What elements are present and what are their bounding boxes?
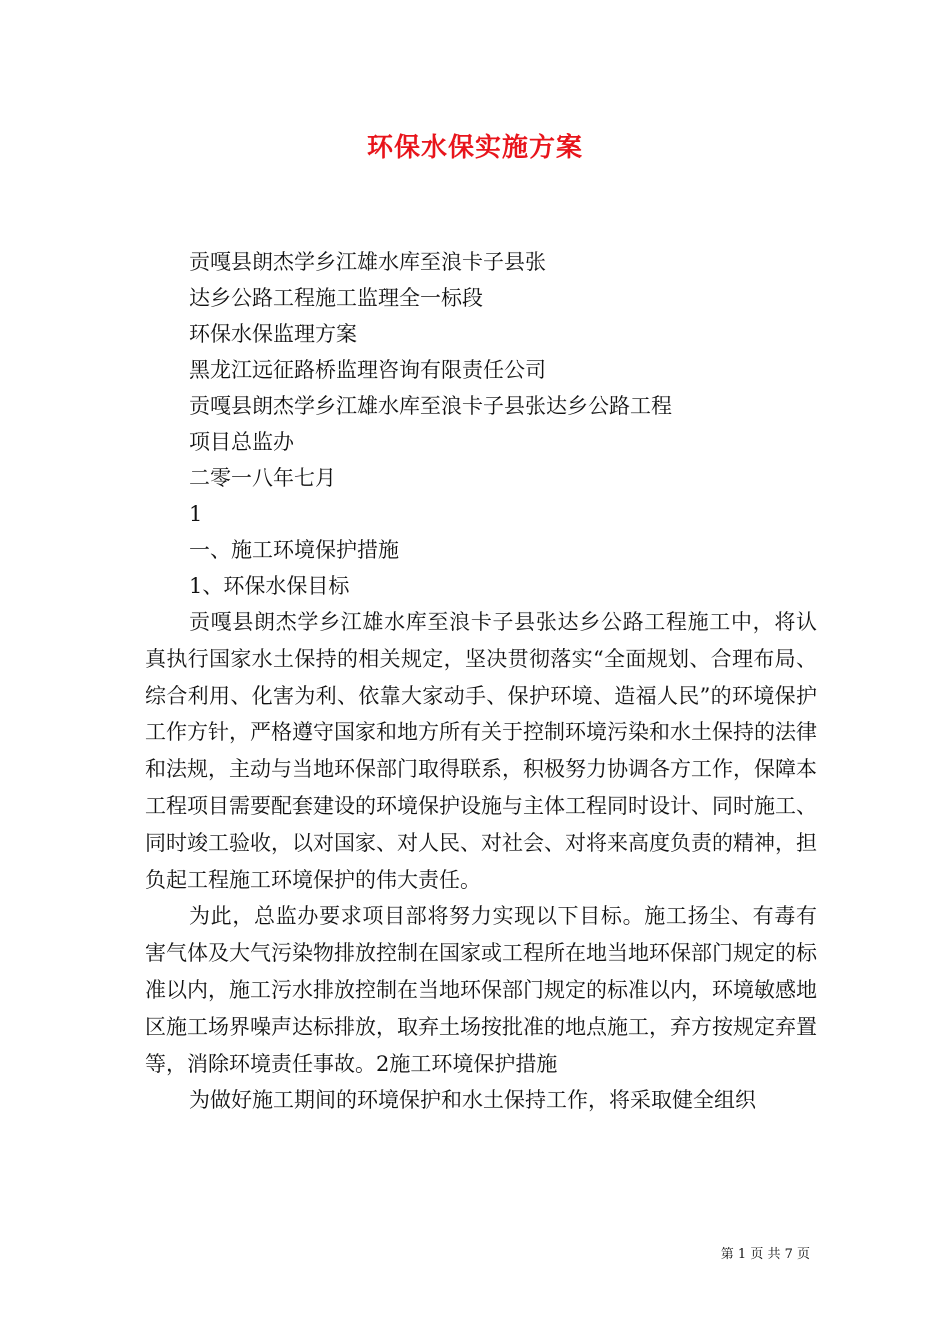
document-title: 环保水保实施方案 xyxy=(366,133,583,163)
subsection-heading: 1、环保水保目标 xyxy=(189,574,350,598)
cover-line: 1 xyxy=(189,502,203,526)
cover-line: 贡嘎县朗杰学乡江雄水库至浪卡子县张 xyxy=(189,250,546,274)
cover-line: 黑龙江远征路桥监理咨询有限责任公司 xyxy=(189,358,546,382)
body-paragraph: 贡嘎县朗杰学乡江雄水库至浪卡子县张达乡公路工程施工中，将认真执行国家水土保持的相关规定，坚决贯彻落实“全面规划、合理布局、综合利用、化害为利、依靠大家动手、保护环境、造福人民”的环境保护工作方针，严格遵守国家和地方所有关于控制环境污染和水土保持的法律和法规，主动与当地环保部门取得联系，积极努力协调各方工作，保障本工程项目需要配套建设的环境保护设施与主体工程同时设计、同时施工、同时竣工验收，以对国家、对人民、对社会、对将来高度负责的精神，担负起工程施工环境保护的伟大责任。 xyxy=(145,610,817,892)
page-number-footer: 第 1 页 共 7 页 xyxy=(720,1247,810,1262)
body-paragraph: 为做好施工期间的环境保护和水土保持工作，将采取健全组织 xyxy=(189,1088,756,1113)
cover-line: 环保水保监理方案 xyxy=(189,322,357,346)
body-paragraph: 为此，总监办要求项目部将努力实现以下目标。施工扬尘、有毒有害气体及大气污染物排放控制在国家或工程所在地当地环保部门规定的标准以内，施工污水排放控制在当地环保部门规定的标准以内，环境敏感地区施工场界噪声达标排放，取弃土场按批准的地点施工，弃方按规定弃置等，消除环境责任事故。2施工环境保护措施 xyxy=(145,904,817,1076)
cover-block xyxy=(189,244,829,604)
cover-line: 二零一八年七月 xyxy=(189,466,336,490)
cover-line: 达乡公路工程施工监理全一标段 xyxy=(189,286,483,310)
cover-line: 贡嘎县朗杰学乡江雄水库至浪卡子县张达乡公路工程 xyxy=(189,394,672,418)
cover-line: 项目总监办 xyxy=(189,430,294,454)
body-text xyxy=(145,604,817,1119)
section-heading: 一、施工环境保护措施 xyxy=(189,538,399,562)
